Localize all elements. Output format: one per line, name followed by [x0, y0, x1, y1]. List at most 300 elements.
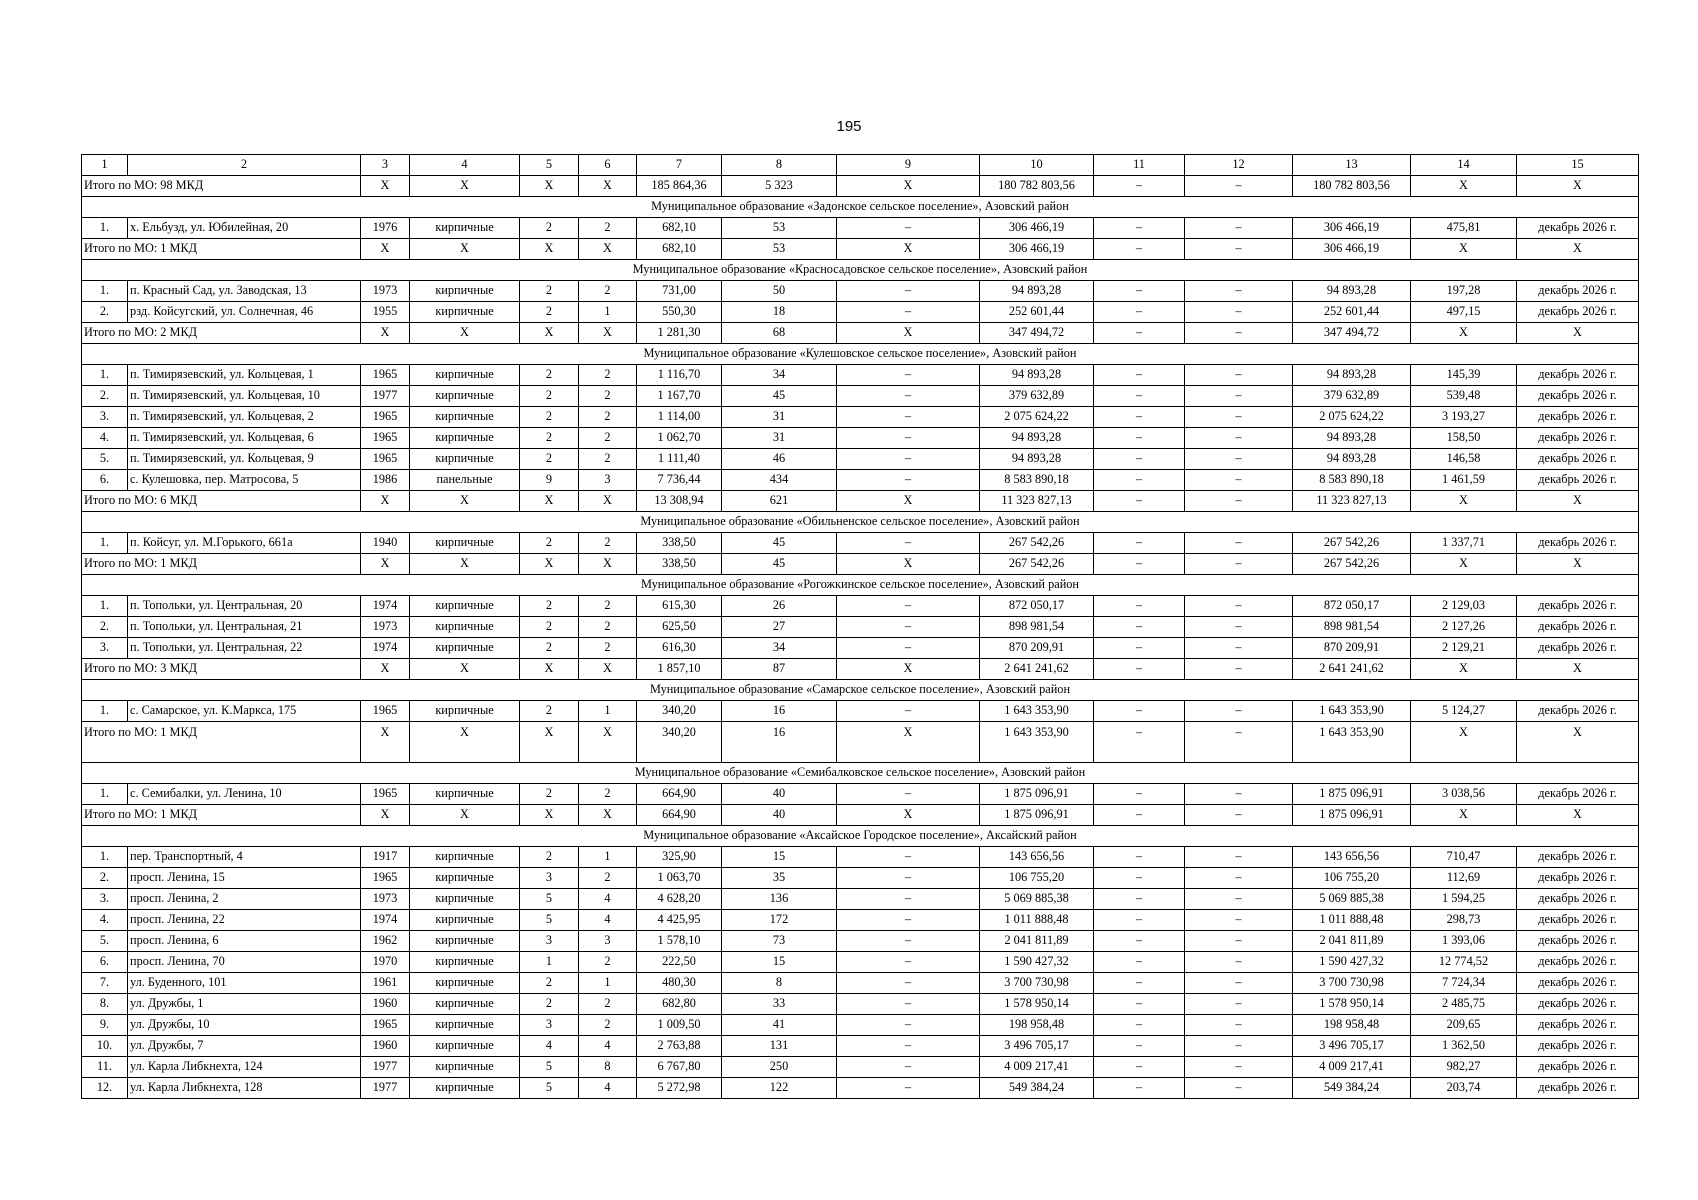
table-cell: 158,50	[1411, 428, 1517, 449]
table-cell: –	[1185, 952, 1293, 973]
table-cell: 267 542,26	[1293, 554, 1411, 575]
table-cell: кирпичные	[410, 596, 520, 617]
table-cell: 2	[579, 218, 637, 239]
table-cell: 4	[579, 889, 637, 910]
table-cell: Х	[1517, 176, 1639, 197]
column-header: 2	[128, 155, 361, 176]
table-cell: 1 011 888,48	[1293, 910, 1411, 931]
table-cell: –	[1094, 638, 1185, 659]
table-cell: Х	[837, 239, 980, 260]
table-cell: 1986	[361, 470, 410, 491]
table-cell: 2	[520, 218, 579, 239]
table-cell: –	[1185, 701, 1293, 722]
table-cell: –	[1094, 302, 1185, 323]
table-row	[82, 784, 1639, 805]
table-cell: –	[1185, 889, 1293, 910]
table-cell: Х	[837, 805, 980, 826]
table-cell: декабрь 2026 г.	[1517, 365, 1639, 386]
table-cell: –	[837, 952, 980, 973]
table-cell: 664,90	[637, 805, 722, 826]
table-cell: 1 393,06	[1411, 931, 1517, 952]
table-cell: 5	[520, 1057, 579, 1078]
table-cell: 1 590 427,32	[980, 952, 1094, 973]
address-cell: п. Тимирязевский, ул. Кольцевая, 10	[128, 386, 361, 407]
table-cell: 180 782 803,56	[980, 176, 1094, 197]
table-cell: –	[1185, 596, 1293, 617]
table-cell: 3	[520, 931, 579, 952]
table-cell: 31	[722, 407, 837, 428]
table-cell: 146,58	[1411, 449, 1517, 470]
table-cell: –	[1094, 218, 1185, 239]
table-cell: 2 763,88	[637, 1036, 722, 1057]
table-cell: 94 893,28	[980, 281, 1094, 302]
table-cell: Х	[410, 323, 520, 344]
address-cell: п. Тимирязевский, ул. Кольцевая, 2	[128, 407, 361, 428]
table-cell: Х	[579, 491, 637, 512]
table-row	[82, 1015, 1639, 1036]
table-cell: 203,74	[1411, 1078, 1517, 1099]
table-cell: 41	[722, 1015, 837, 1036]
table-cell: декабрь 2026 г.	[1517, 994, 1639, 1015]
address-cell: просп. Ленина, 6	[128, 931, 361, 952]
table-cell: Х	[837, 323, 980, 344]
table-cell: 73	[722, 931, 837, 952]
table-cell: декабрь 2026 г.	[1517, 218, 1639, 239]
table-cell: –	[1094, 281, 1185, 302]
table-cell: 4	[579, 1036, 637, 1057]
table-cell: 379 632,89	[980, 386, 1094, 407]
table-cell: –	[1094, 805, 1185, 826]
table-cell: 1973	[361, 889, 410, 910]
table-row	[82, 973, 1639, 994]
address-cell: ул. Дружбы, 7	[128, 1036, 361, 1057]
table-cell: 298,73	[1411, 910, 1517, 931]
table-cell: 3 038,56	[1411, 784, 1517, 805]
table-cell: 7 736,44	[637, 470, 722, 491]
table-cell: 2	[579, 365, 637, 386]
table-cell: Х	[579, 659, 637, 680]
table-cell: 8 583 890,18	[1293, 470, 1411, 491]
table-cell: кирпичные	[410, 931, 520, 952]
table-cell: 1977	[361, 1057, 410, 1078]
row-number: 3.	[82, 889, 128, 910]
table-cell: –	[1094, 470, 1185, 491]
table-cell: –	[1094, 931, 1185, 952]
table-cell: 50	[722, 281, 837, 302]
table-cell: 3	[579, 931, 637, 952]
table-cell: декабрь 2026 г.	[1517, 1036, 1639, 1057]
table-row	[82, 470, 1639, 491]
table-cell: 94 893,28	[1293, 428, 1411, 449]
table-cell: –	[1185, 973, 1293, 994]
table-cell: 5	[520, 910, 579, 931]
table-cell: –	[1185, 554, 1293, 575]
table-cell: декабрь 2026 г.	[1517, 302, 1639, 323]
table-cell: 3	[520, 1015, 579, 1036]
address-cell: п. Топольки, ул. Центральная, 21	[128, 617, 361, 638]
section-heading-row	[82, 260, 1639, 281]
row-number: 2.	[82, 302, 128, 323]
row-number: 9.	[82, 1015, 128, 1036]
column-header: 4	[410, 155, 520, 176]
table-cell: 898 981,54	[980, 617, 1094, 638]
table-cell: –	[1094, 1078, 1185, 1099]
table-cell: 2	[579, 428, 637, 449]
table-row	[82, 428, 1639, 449]
address-cell: п. Топольки, ул. Центральная, 22	[128, 638, 361, 659]
subtotal-label: Итого по МО: 3 МКД	[82, 659, 361, 680]
table-cell: 2	[579, 638, 637, 659]
table-row	[82, 701, 1639, 722]
table-cell: 267 542,26	[980, 533, 1094, 554]
table-cell: –	[837, 1015, 980, 1036]
table-cell: 1	[579, 973, 637, 994]
table-cell: 11 323 827,13	[980, 491, 1094, 512]
row-number: 5.	[82, 449, 128, 470]
table-cell: 143 656,56	[980, 847, 1094, 868]
table-cell: Х	[361, 323, 410, 344]
table-cell: декабрь 2026 г.	[1517, 889, 1639, 910]
table-cell: 2	[520, 302, 579, 323]
table-cell: –	[1185, 428, 1293, 449]
table-row	[82, 449, 1639, 470]
table-cell: 34	[722, 638, 837, 659]
column-header: 3	[361, 155, 410, 176]
table-cell: –	[1094, 407, 1185, 428]
table-cell: –	[1185, 638, 1293, 659]
table-cell: 18	[722, 302, 837, 323]
table-cell: –	[1094, 889, 1185, 910]
table-cell: –	[1094, 1015, 1185, 1036]
address-cell: просп. Ленина, 2	[128, 889, 361, 910]
table-cell: Х	[579, 554, 637, 575]
row-number: 3.	[82, 638, 128, 659]
table-cell: 2	[520, 994, 579, 1015]
table-cell: Х	[361, 239, 410, 260]
table-cell: 3 193,27	[1411, 407, 1517, 428]
subtotal-row	[82, 554, 1639, 575]
table-cell: –	[1094, 617, 1185, 638]
table-cell: 4	[579, 1078, 637, 1099]
row-number: 2.	[82, 386, 128, 407]
table-cell: 1974	[361, 638, 410, 659]
table-cell: –	[837, 281, 980, 302]
section-heading-row	[82, 512, 1639, 533]
table-cell: 2 485,75	[1411, 994, 1517, 1015]
table-cell: –	[1094, 491, 1185, 512]
table-cell: Х	[361, 659, 410, 680]
table-cell: Х	[410, 554, 520, 575]
table-cell: 2 075 624,22	[980, 407, 1094, 428]
table-cell: 1965	[361, 701, 410, 722]
table-cell: 1962	[361, 931, 410, 952]
table-cell: 682,10	[637, 218, 722, 239]
address-cell: п. Тимирязевский, ул. Кольцевая, 1	[128, 365, 361, 386]
table-cell: Х	[837, 491, 980, 512]
table-cell: –	[1185, 491, 1293, 512]
table-cell: 1	[579, 701, 637, 722]
table-cell: 1974	[361, 596, 410, 617]
table-cell: –	[1185, 784, 1293, 805]
table-cell: 434	[722, 470, 837, 491]
table-cell: Х	[361, 491, 410, 512]
table-cell: 2	[520, 701, 579, 722]
table-cell: 347 494,72	[980, 323, 1094, 344]
row-number: 4.	[82, 428, 128, 449]
table-cell: 106 755,20	[980, 868, 1094, 889]
table-cell: 40	[722, 784, 837, 805]
table-cell: 2 041 811,89	[1293, 931, 1411, 952]
table-row	[82, 617, 1639, 638]
table-cell: 267 542,26	[980, 554, 1094, 575]
table-cell: Х	[361, 554, 410, 575]
table-cell: 5	[520, 1078, 579, 1099]
subtotal-row	[82, 722, 1639, 763]
table-cell: –	[837, 218, 980, 239]
table-row	[82, 952, 1639, 973]
table-cell: 2	[520, 533, 579, 554]
row-number: 3.	[82, 407, 128, 428]
table-row	[82, 281, 1639, 302]
table-cell: –	[1185, 847, 1293, 868]
table-cell: 1 643 353,90	[1293, 701, 1411, 722]
table-cell: Х	[520, 176, 579, 197]
table-cell: 1 857,10	[637, 659, 722, 680]
table-cell: 306 466,19	[980, 218, 1094, 239]
table-cell: 1 111,40	[637, 449, 722, 470]
table-cell: 2	[579, 407, 637, 428]
table-cell: Х	[520, 659, 579, 680]
table-cell: кирпичные	[410, 428, 520, 449]
table-cell: 1 116,70	[637, 365, 722, 386]
table-cell: –	[1094, 365, 1185, 386]
table-cell: 2 641 241,62	[1293, 659, 1411, 680]
row-number: 8.	[82, 994, 128, 1015]
table-cell: 2	[520, 638, 579, 659]
table-cell: –	[1185, 617, 1293, 638]
table-cell: 15	[722, 847, 837, 868]
column-header: 7	[637, 155, 722, 176]
table-cell: декабрь 2026 г.	[1517, 617, 1639, 638]
table-row	[82, 1078, 1639, 1099]
table-cell: Х	[579, 805, 637, 826]
table-cell: –	[837, 994, 980, 1015]
address-cell: п. Красный Сад, ул. Заводская, 13	[128, 281, 361, 302]
table-cell: –	[1185, 449, 1293, 470]
table-cell: 2	[520, 847, 579, 868]
table-cell: 1 063,70	[637, 868, 722, 889]
table-cell: 252 601,44	[1293, 302, 1411, 323]
section-heading-row	[82, 344, 1639, 365]
table-cell: декабрь 2026 г.	[1517, 847, 1639, 868]
section-title: Муниципальное образование «Аксайское Городское поселение», Аксайский район	[82, 826, 1639, 847]
table-cell: –	[837, 784, 980, 805]
section-heading-row	[82, 763, 1639, 784]
table-cell: 106 755,20	[1293, 868, 1411, 889]
table-cell: –	[837, 596, 980, 617]
table-cell: –	[1185, 1057, 1293, 1078]
table-cell: 550,30	[637, 302, 722, 323]
table-cell: 1 281,30	[637, 323, 722, 344]
address-cell: х. Ельбузд, ул. Юбилейная, 20	[128, 218, 361, 239]
table-cell: –	[1185, 659, 1293, 680]
table-cell: 1 009,50	[637, 1015, 722, 1036]
table-cell: –	[1094, 994, 1185, 1015]
table-cell: 94 893,28	[1293, 281, 1411, 302]
table-cell: 1 578 950,14	[980, 994, 1094, 1015]
table-cell: 2	[579, 617, 637, 638]
table-cell: 1 643 353,90	[980, 722, 1094, 763]
table-cell: 8 583 890,18	[980, 470, 1094, 491]
row-number: 6.	[82, 952, 128, 973]
table-cell: кирпичные	[410, 973, 520, 994]
table-cell: 1 875 096,91	[980, 805, 1094, 826]
table-cell: 1	[579, 302, 637, 323]
address-cell: п. Тимирязевский, ул. Кольцевая, 9	[128, 449, 361, 470]
table-cell: –	[837, 449, 980, 470]
table-cell: –	[837, 428, 980, 449]
table-cell: кирпичные	[410, 386, 520, 407]
table-cell: 480,30	[637, 973, 722, 994]
table-cell: 2	[579, 994, 637, 1015]
table-cell: 222,50	[637, 952, 722, 973]
table-cell: кирпичные	[410, 449, 520, 470]
table-cell: –	[1185, 470, 1293, 491]
row-number: 1.	[82, 701, 128, 722]
address-cell: ул. Дружбы, 1	[128, 994, 361, 1015]
table-cell: –	[1185, 533, 1293, 554]
table-cell: кирпичные	[410, 952, 520, 973]
table-cell: 5 069 885,38	[1293, 889, 1411, 910]
table-cell: 621	[722, 491, 837, 512]
table-cell: –	[1094, 847, 1185, 868]
table-cell: 2	[579, 868, 637, 889]
table-cell: Х	[837, 722, 980, 763]
table-cell: 1917	[361, 847, 410, 868]
table-row	[82, 533, 1639, 554]
table-cell: 1965	[361, 449, 410, 470]
table-cell: 3 496 705,17	[1293, 1036, 1411, 1057]
column-header: 10	[980, 155, 1094, 176]
address-cell: рзд. Койсугский, ул. Солнечная, 46	[128, 302, 361, 323]
table-cell: 1 362,50	[1411, 1036, 1517, 1057]
table-cell: 6 767,80	[637, 1057, 722, 1078]
table-cell: 2	[520, 386, 579, 407]
table-cell: Х	[410, 659, 520, 680]
table-cell: 2	[520, 407, 579, 428]
subtotal-row	[82, 323, 1639, 344]
table-cell: 664,90	[637, 784, 722, 805]
address-cell: просп. Ленина, 22	[128, 910, 361, 931]
table-cell: Х	[1411, 659, 1517, 680]
address-cell: с. Семибалки, ул. Ленина, 10	[128, 784, 361, 805]
table-cell: –	[1185, 1036, 1293, 1057]
table-cell: 1 875 096,91	[1293, 805, 1411, 826]
table-row	[82, 1057, 1639, 1078]
row-number: 1.	[82, 365, 128, 386]
row-number: 2.	[82, 617, 128, 638]
table-cell: 185 864,36	[637, 176, 722, 197]
section-title: Муниципальное образование «Семибалковское сельское поселение», Азовский район	[82, 763, 1639, 784]
table-cell: Х	[410, 805, 520, 826]
column-header: 8	[722, 155, 837, 176]
table-cell: 34	[722, 365, 837, 386]
table-cell: кирпичные	[410, 784, 520, 805]
header-row	[82, 155, 1639, 176]
table-cell: 710,47	[1411, 847, 1517, 868]
table-cell: 1 578 950,14	[1293, 994, 1411, 1015]
row-number: 1.	[82, 218, 128, 239]
table-cell: Х	[410, 722, 520, 763]
table-cell: 306 466,19	[980, 239, 1094, 260]
table-cell: –	[1185, 910, 1293, 931]
row-number: 1.	[82, 596, 128, 617]
column-header: 15	[1517, 155, 1639, 176]
table-cell: 26	[722, 596, 837, 617]
table-cell: кирпичные	[410, 407, 520, 428]
table-cell: Х	[1411, 239, 1517, 260]
table-cell: 549 384,24	[980, 1078, 1094, 1099]
table-cell: 1 011 888,48	[980, 910, 1094, 931]
table-cell: 616,30	[637, 638, 722, 659]
table-cell: 2	[579, 386, 637, 407]
table-cell: кирпичные	[410, 994, 520, 1015]
table-cell: 87	[722, 659, 837, 680]
table-cell: декабрь 2026 г.	[1517, 973, 1639, 994]
table-cell: 7 724,34	[1411, 973, 1517, 994]
table-cell: 1970	[361, 952, 410, 973]
table-cell: –	[1185, 302, 1293, 323]
table-cell: 16	[722, 701, 837, 722]
table-cell: декабрь 2026 г.	[1517, 1078, 1639, 1099]
table-cell: 1 167,70	[637, 386, 722, 407]
table-cell: 8	[579, 1057, 637, 1078]
table-cell: 94 893,28	[1293, 449, 1411, 470]
table-cell: 1 461,59	[1411, 470, 1517, 491]
table-cell: 13 308,94	[637, 491, 722, 512]
page-number: 195	[836, 118, 862, 135]
table-cell: 53	[722, 218, 837, 239]
table-cell: 2	[579, 533, 637, 554]
table-row	[82, 889, 1639, 910]
table-cell: 731,00	[637, 281, 722, 302]
table-cell: –	[1185, 1015, 1293, 1036]
table-cell: Х	[410, 239, 520, 260]
table-cell: –	[837, 910, 980, 931]
table-row	[82, 931, 1639, 952]
table-cell: кирпичные	[410, 889, 520, 910]
table-cell: 1 643 353,90	[980, 701, 1094, 722]
table-cell: Х	[1411, 323, 1517, 344]
table-cell: 40	[722, 805, 837, 826]
table-cell: –	[1094, 449, 1185, 470]
table-cell: –	[837, 533, 980, 554]
table-cell: Х	[361, 722, 410, 763]
table-cell: 982,27	[1411, 1057, 1517, 1078]
column-header: 9	[837, 155, 980, 176]
table-cell: кирпичные	[410, 533, 520, 554]
table-row	[82, 1036, 1639, 1057]
table-cell: Х	[1517, 239, 1639, 260]
table-cell: –	[1094, 868, 1185, 889]
table-cell: 340,20	[637, 722, 722, 763]
table-cell: 1 643 353,90	[1293, 722, 1411, 763]
table-cell: –	[1094, 722, 1185, 763]
table-cell: декабрь 2026 г.	[1517, 638, 1639, 659]
table-cell: 252 601,44	[980, 302, 1094, 323]
table-cell: 2 129,21	[1411, 638, 1517, 659]
table-cell: 143 656,56	[1293, 847, 1411, 868]
